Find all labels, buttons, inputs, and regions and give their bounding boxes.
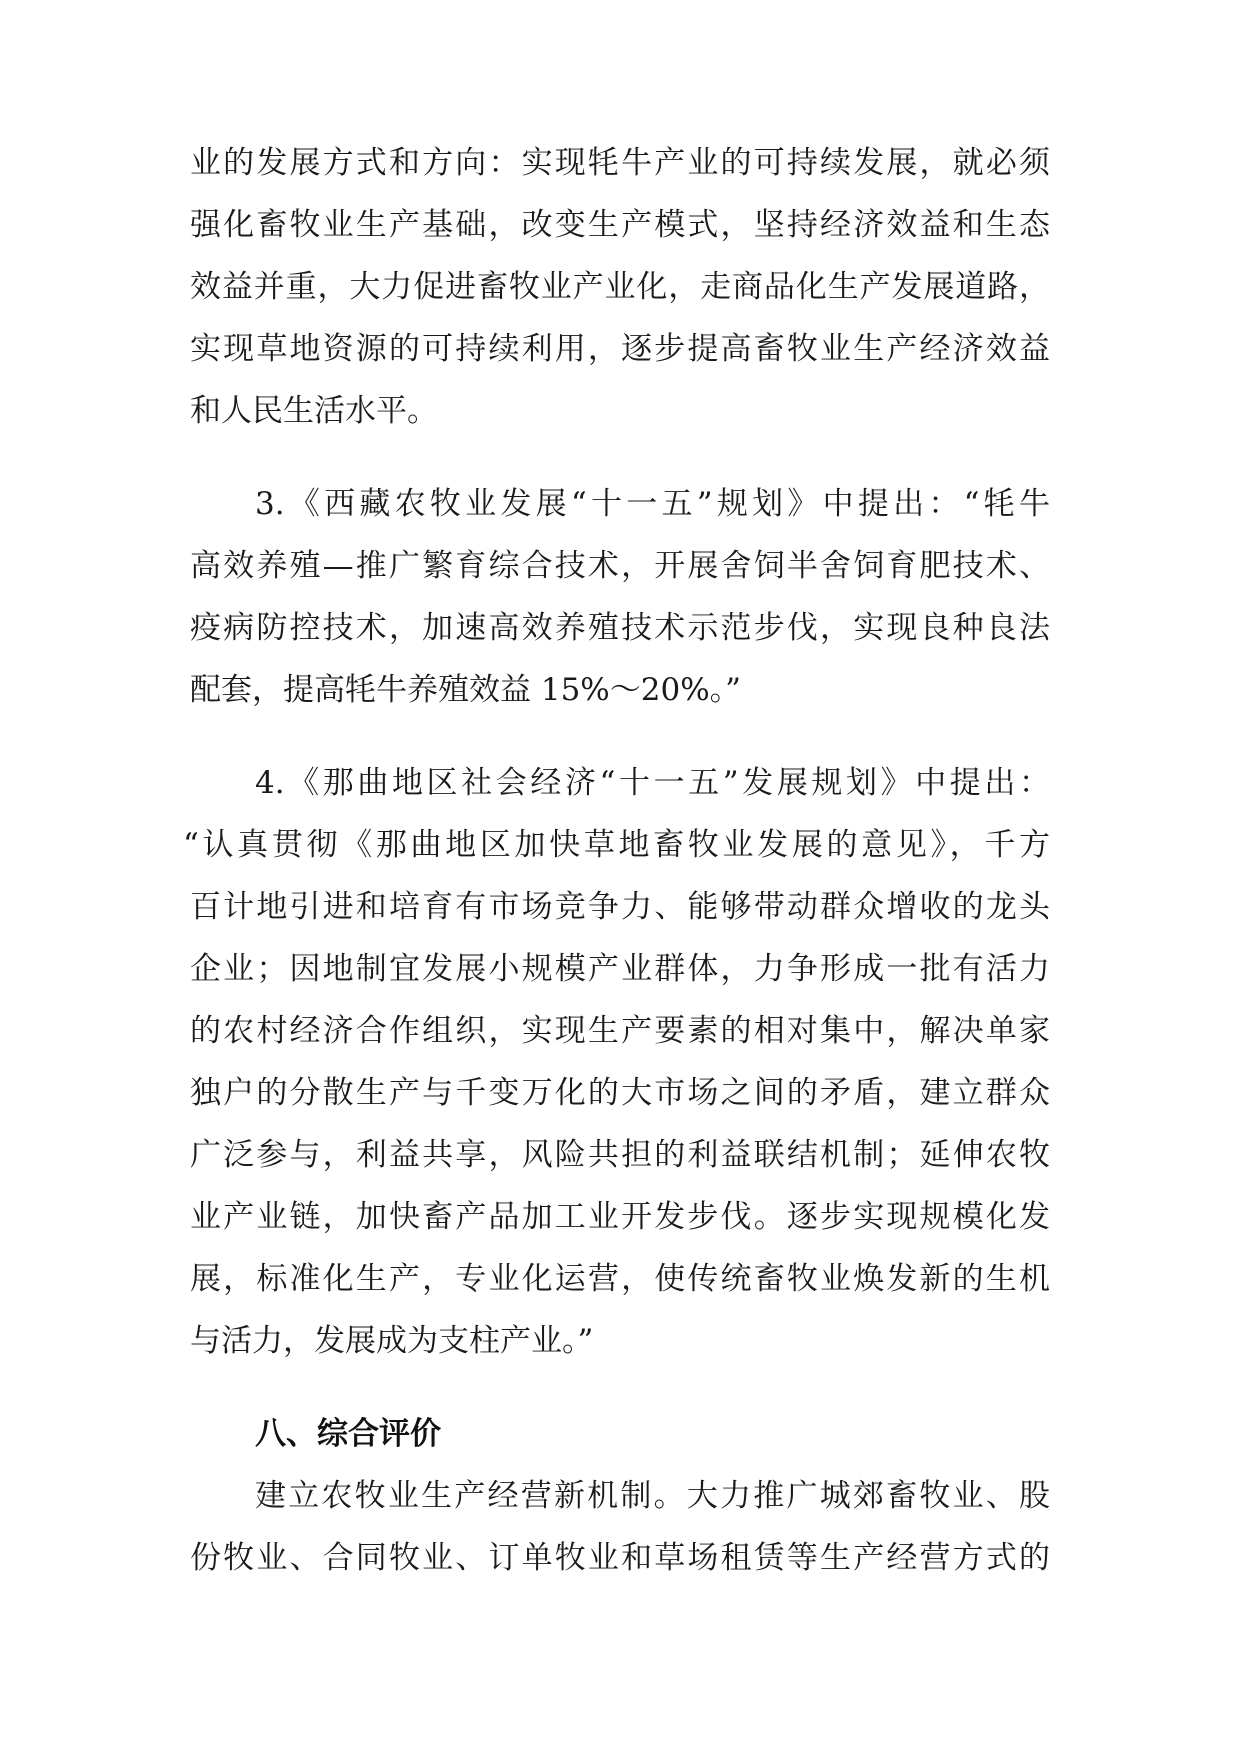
- list-item-4-line: 业产业链，加快畜产品加工业开发步伐。逐步实现规模化发: [190, 1199, 1050, 1235]
- list-item-3-line: 3.《西藏农牧业发展“十一五”规划》中提出：“牦牛: [255, 486, 1050, 522]
- list-item-4-line: 企业；因地制宜发展小规模产业群体，力争形成一批有活力: [190, 951, 1050, 987]
- section-paragraph-line: 份牧业、合同牧业、订单牧业和草场租赁等生产经营方式的: [190, 1540, 1050, 1576]
- paragraph-line: 实现草地资源的可持续利用，逐步提高畜牧业生产经济效益: [190, 331, 1050, 367]
- paragraph-line: 和人民生活水平。: [190, 393, 438, 429]
- list-item-3-line: 配套，提高牦牛养殖效益 15%～20%。”: [190, 672, 742, 708]
- list-item-4-line: 与活力，发展成为支柱产业。”: [190, 1323, 594, 1359]
- list-item-3-line: 疫病防控技术，加速高效养殖技术示范步伐，实现良种良法: [190, 610, 1050, 646]
- paragraph-line: 效益并重，大力促进畜牧业产业化，走商品化生产发展道路，: [190, 269, 1050, 305]
- paragraph-line: 强化畜牧业生产基础，改变生产模式，坚持经济效益和生态: [190, 207, 1050, 243]
- list-item-4-line: 4.《那曲地区社会经济“十一五”发展规划》中提出：: [255, 765, 1050, 801]
- list-item-4-line: 的农村经济合作组织，实现生产要素的相对集中，解决单家: [190, 1013, 1050, 1049]
- paragraph-line: 业的发展方式和方向：实现牦牛产业的可持续发展，就必须: [190, 145, 1050, 181]
- list-item-4-line: 广泛参与，利益共享，风险共担的利益联结机制；延伸农牧: [190, 1137, 1050, 1173]
- list-item-3-line: 高效养殖—推广繁育综合技术，开展舍饲半舍饲育肥技术、: [190, 548, 1050, 584]
- list-item-4-line: 展，标准化生产，专业化运营，使传统畜牧业焕发新的生机: [190, 1261, 1050, 1297]
- section-paragraph-line: 建立农牧业生产经营新机制。大力推广城郊畜牧业、股: [255, 1478, 1050, 1514]
- section-heading: 八、综合评价: [255, 1416, 441, 1452]
- list-item-4-line: 百计地引进和培育有市场竞争力、能够带动群众增收的龙头: [190, 889, 1050, 925]
- list-item-4-line: “认真贯彻《那曲地区加快草地畜牧业发展的意见》，千方: [183, 827, 1050, 863]
- list-item-4-line: 独户的分散生产与千变万化的大市场之间的矛盾，建立群众: [190, 1075, 1050, 1111]
